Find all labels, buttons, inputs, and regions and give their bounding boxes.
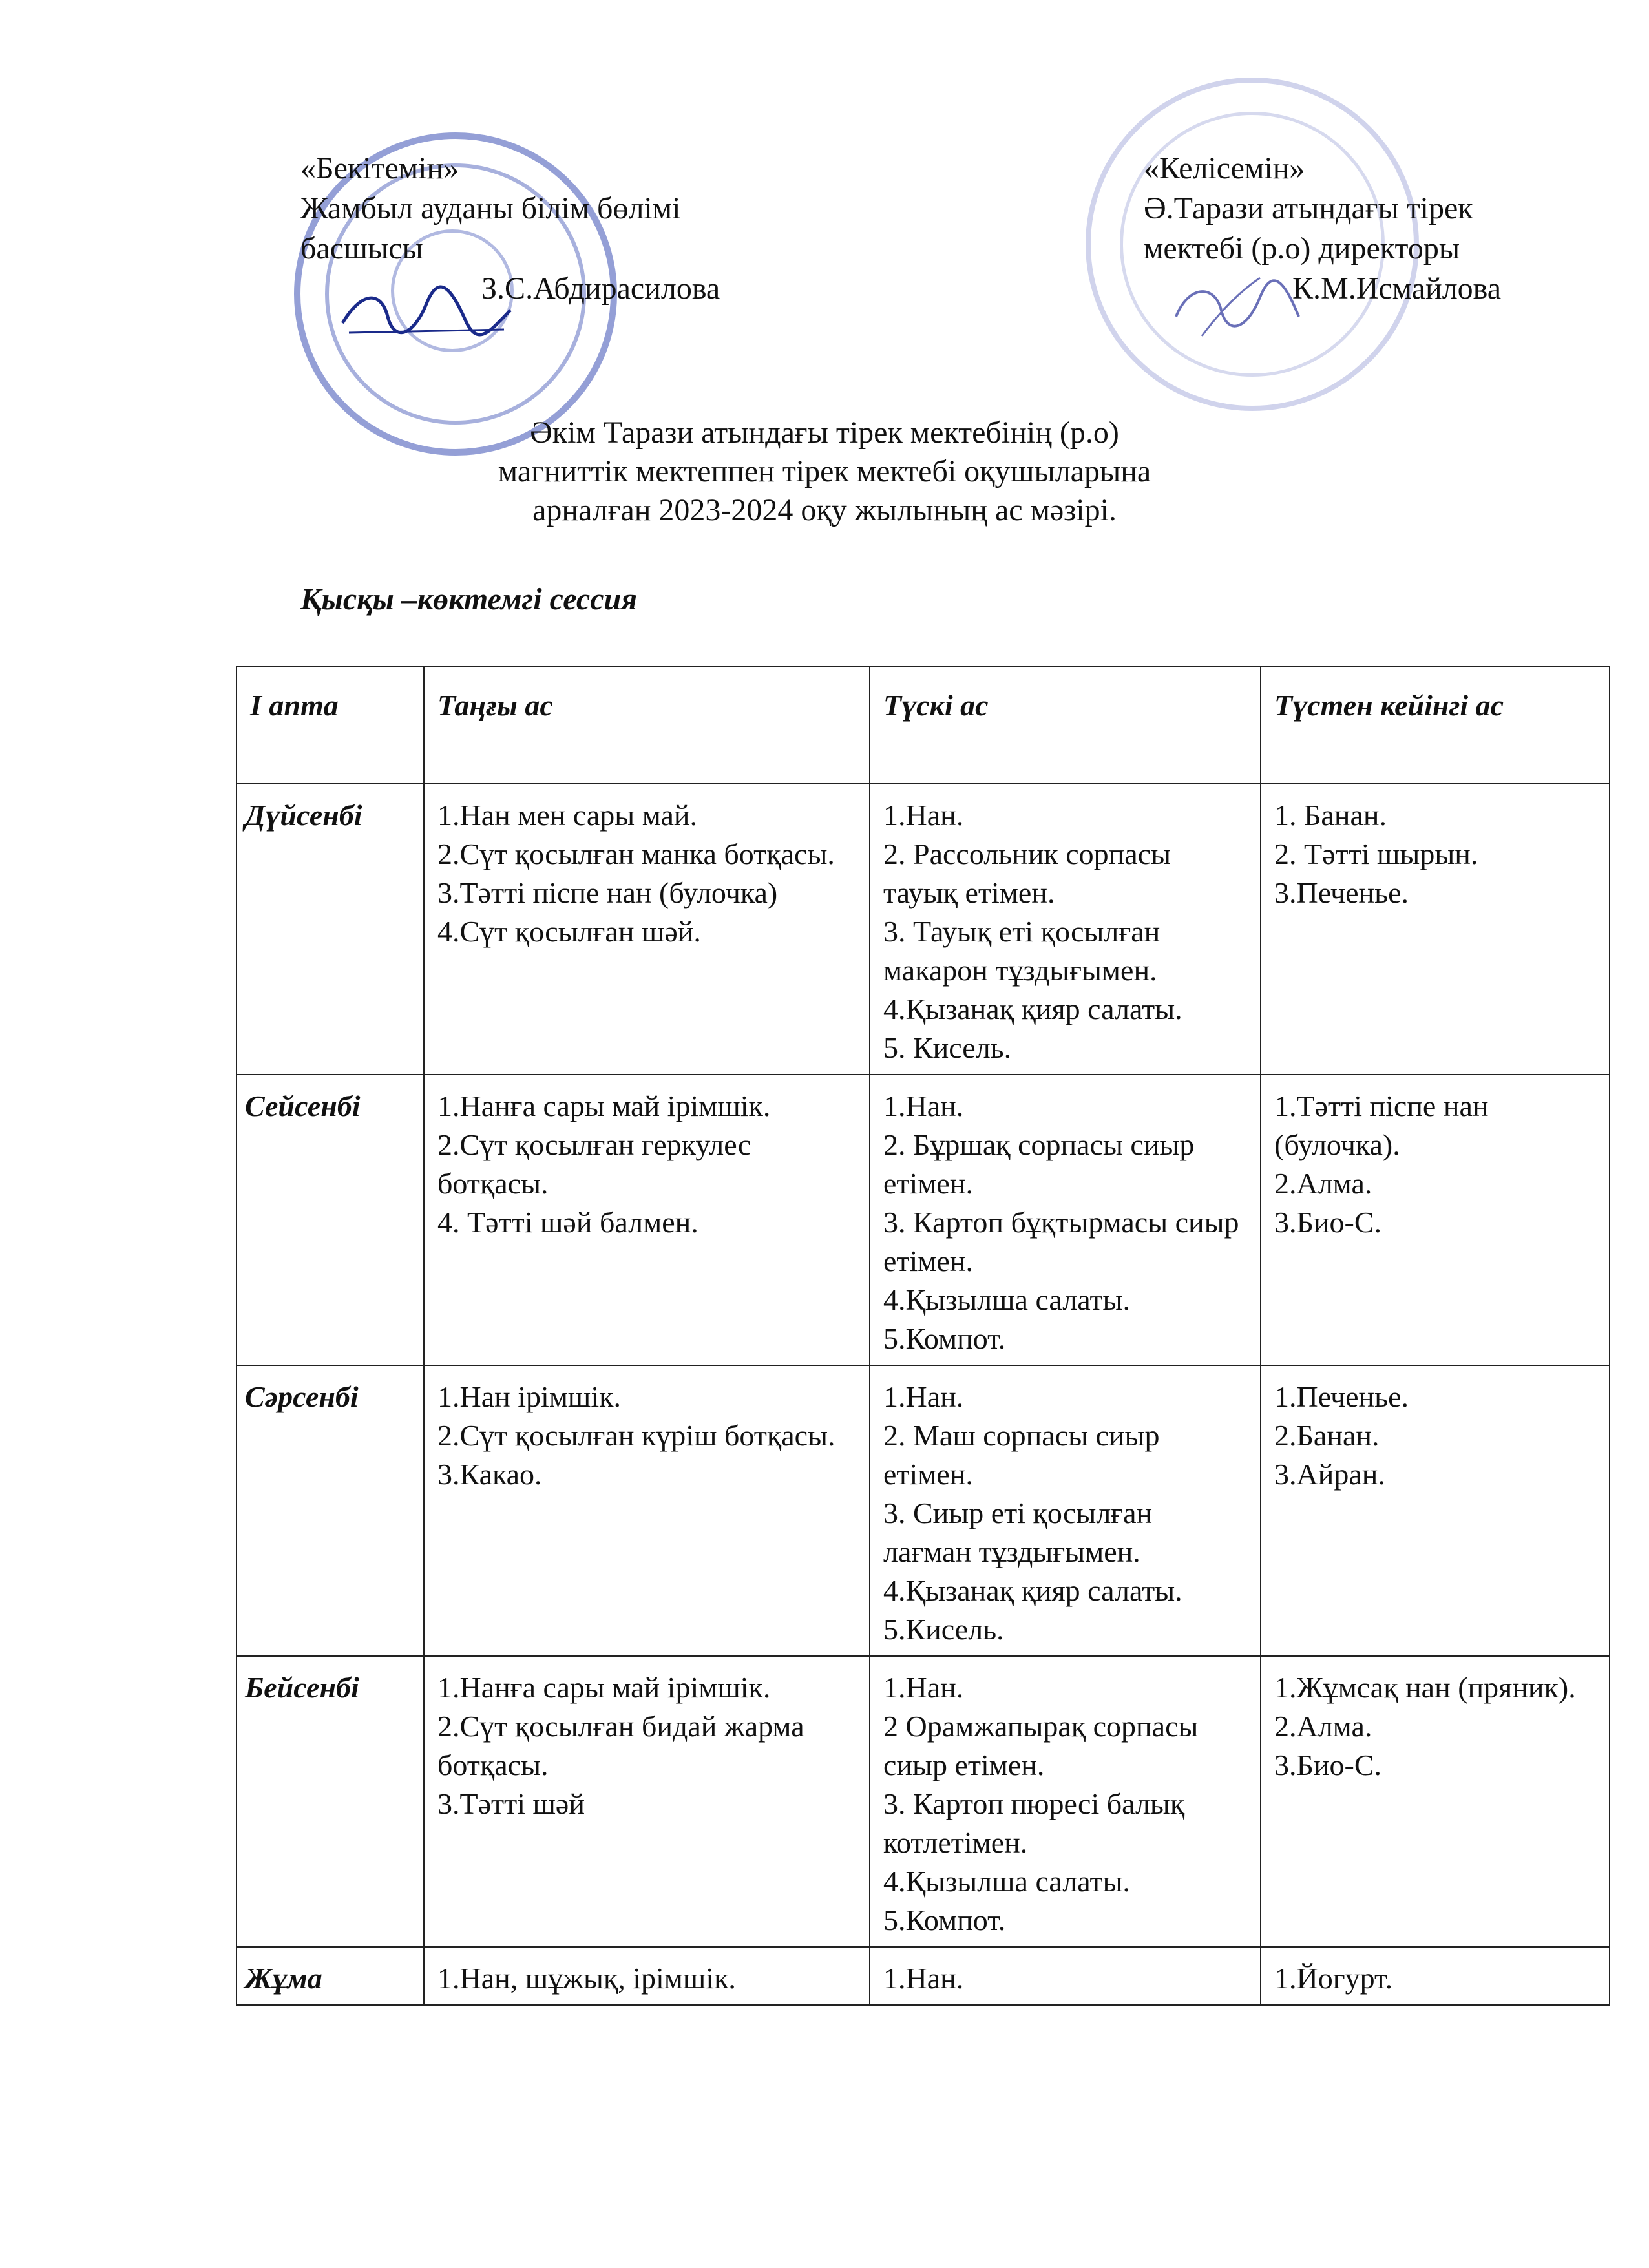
lunch-item: 4.Қызанақ қияр салаты. — [883, 992, 1182, 1025]
lunch-item: 3. Картоп бұқтырмасы сиыр етімен. — [883, 1206, 1239, 1277]
header-week: I апта — [236, 666, 424, 784]
approval-right-line1: Ә.Тарази атындағы тірек — [1144, 191, 1473, 226]
day-cell: Сейсенбі — [236, 1075, 424, 1365]
snack-item: 1.Жұмсақ нан (пряник). — [1274, 1671, 1576, 1704]
menu-table — [236, 666, 1610, 2006]
lunch-item: 2. Маш сорпасы сиыр етімен. — [883, 1419, 1160, 1491]
lunch-cell — [870, 784, 1261, 1075]
snack-item: 3.Печенье. — [1274, 876, 1409, 909]
breakfast-item: 3.Тәтті піспе нан (булочка) — [437, 876, 778, 909]
table-row — [236, 1947, 1610, 2005]
header-lunch: Түскі ас — [870, 666, 1261, 784]
breakfast-item: 1.Нанға сары май ірімшік. — [437, 1089, 771, 1122]
document-heading — [0, 414, 1649, 530]
lunch-item: 2 Орамжапырақ сорпасы сиыр етімен. — [883, 1710, 1199, 1781]
day-cell: Дүйсенбі — [236, 784, 424, 1075]
lunch-item: 4.Қызанақ қияр салаты. — [883, 1574, 1182, 1607]
snack-item: 1.Тәтті піспе нан (булочка). — [1274, 1089, 1489, 1161]
breakfast-item: 1.Нан, шұжық, ірімшік. — [437, 1962, 736, 1995]
breakfast-cell — [424, 1075, 870, 1365]
breakfast-item: 4.Сүт қосылған шәй. — [437, 915, 701, 948]
table-row — [236, 1656, 1610, 1947]
lunch-cell — [870, 1947, 1261, 2005]
snack-item: 1.Печенье. — [1274, 1380, 1409, 1413]
lunch-item: 1.Нан. — [883, 1380, 964, 1413]
breakfast-item: 2.Сүт қосылған бидай жарма ботқасы. — [437, 1710, 804, 1781]
lunch-item: 2. Бұршақ сорпасы сиыр етімен. — [883, 1128, 1195, 1200]
lunch-item: 3. Картоп пюресі балық котлетімен. — [883, 1787, 1185, 1859]
breakfast-item: 3.Какао. — [437, 1458, 542, 1491]
snack-item: 1. Банан. — [1274, 799, 1387, 832]
breakfast-item: 2.Сүт қосылған геркулес ботқасы. — [437, 1128, 751, 1200]
lunch-item: 5.Компот. — [883, 1322, 1006, 1355]
snack-item: 2.Алма. — [1274, 1710, 1372, 1743]
approval-left-line2: басшысы — [300, 231, 423, 266]
heading-line-1: Әкім Тарази атындағы тірек мектебінің (р.о) — [530, 415, 1119, 450]
menu-table-body — [236, 784, 1610, 2005]
snack-cell — [1261, 784, 1610, 1075]
table-header-row — [236, 666, 1610, 784]
snack-item: 3.Био-С. — [1274, 1206, 1382, 1239]
lunch-item: 1.Нан. — [883, 1671, 964, 1704]
lunch-item: 5.Компот. — [883, 1904, 1006, 1937]
heading-line-3: арналған 2023-2024 оқу жылының ас мәзірі. — [532, 493, 1117, 527]
lunch-cell — [870, 1656, 1261, 1947]
breakfast-item: 1.Нан ірімшік. — [437, 1380, 621, 1413]
lunch-item: 5. Кисель. — [883, 1031, 1012, 1064]
breakfast-cell — [424, 1365, 870, 1656]
approval-block-left — [300, 149, 720, 309]
day-cell: Жұма — [236, 1947, 424, 2005]
lunch-item: 1.Нан. — [883, 799, 964, 832]
lunch-item: 1.Нан. — [883, 1089, 964, 1122]
lunch-cell — [870, 1075, 1261, 1365]
breakfast-cell — [424, 1947, 870, 2005]
table-row — [236, 1365, 1610, 1656]
approval-right-title: «Келісемін» — [1144, 151, 1305, 185]
table-row — [236, 1075, 1610, 1365]
heading-line-2: магниттік мектеппен тірек мектебі оқушыларына — [498, 454, 1151, 488]
lunch-item: 5.Кисель. — [883, 1613, 1004, 1646]
lunch-item: 4.Қызылша салаты. — [883, 1865, 1130, 1898]
day-cell: Сәрсенбі — [236, 1365, 424, 1656]
approval-left-title: «Бекітемін» — [300, 151, 459, 185]
breakfast-cell — [424, 784, 870, 1075]
snack-item: 2. Тәтті шырын. — [1274, 837, 1478, 870]
snack-item: 3.Био-С. — [1274, 1748, 1382, 1781]
approval-right-name: К.М.Исмайлова — [1292, 271, 1501, 306]
header-breakfast: Таңғы ас — [424, 666, 870, 784]
approval-right-line2: мектебі (р.о) директоры — [1144, 231, 1460, 266]
session-title: Қысқы –көктемгі сессия — [300, 582, 637, 616]
lunch-item: 1.Нан. — [883, 1962, 964, 1995]
approval-block-right — [1144, 149, 1501, 309]
breakfast-item: 1.Нан мен сары май. — [437, 799, 698, 832]
table-row — [236, 784, 1610, 1075]
snack-item: 1.Йогурт. — [1274, 1962, 1393, 1995]
snack-cell — [1261, 1947, 1610, 2005]
lunch-item: 3. Сиыр еті қосылған лағман тұздығымен. — [883, 1496, 1153, 1568]
snack-item: 2.Алма. — [1274, 1167, 1372, 1200]
lunch-item: 2. Рассольник сорпасы тауық етімен. — [883, 837, 1171, 909]
snack-cell — [1261, 1075, 1610, 1365]
breakfast-item: 2.Сүт қосылған манка ботқасы. — [437, 837, 835, 870]
breakfast-item: 1.Нанға сары май ірімшік. — [437, 1671, 771, 1704]
breakfast-item: 2.Сүт қосылған күріш ботқасы. — [437, 1419, 835, 1452]
snack-item: 2.Банан. — [1274, 1419, 1380, 1452]
day-cell: Бейсенбі — [236, 1656, 424, 1947]
lunch-item: 3. Тауық еті қосылған макарон тұздығымен. — [883, 915, 1161, 987]
breakfast-item: 4. Тәтті шәй балмен. — [437, 1206, 698, 1239]
header-snack: Түстен кейінгі ас — [1261, 666, 1610, 784]
approval-left-line1: Жамбыл ауданы білім бөлімі — [300, 191, 681, 226]
snack-cell — [1261, 1365, 1610, 1656]
lunch-cell — [870, 1365, 1261, 1656]
approval-left-name: З.С.Абдирасилова — [481, 271, 720, 306]
breakfast-item: 3.Тәтті шәй — [437, 1787, 585, 1820]
snack-cell — [1261, 1656, 1610, 1947]
breakfast-cell — [424, 1656, 870, 1947]
lunch-item: 4.Қызылша салаты. — [883, 1283, 1130, 1316]
snack-item: 3.Айран. — [1274, 1458, 1385, 1491]
